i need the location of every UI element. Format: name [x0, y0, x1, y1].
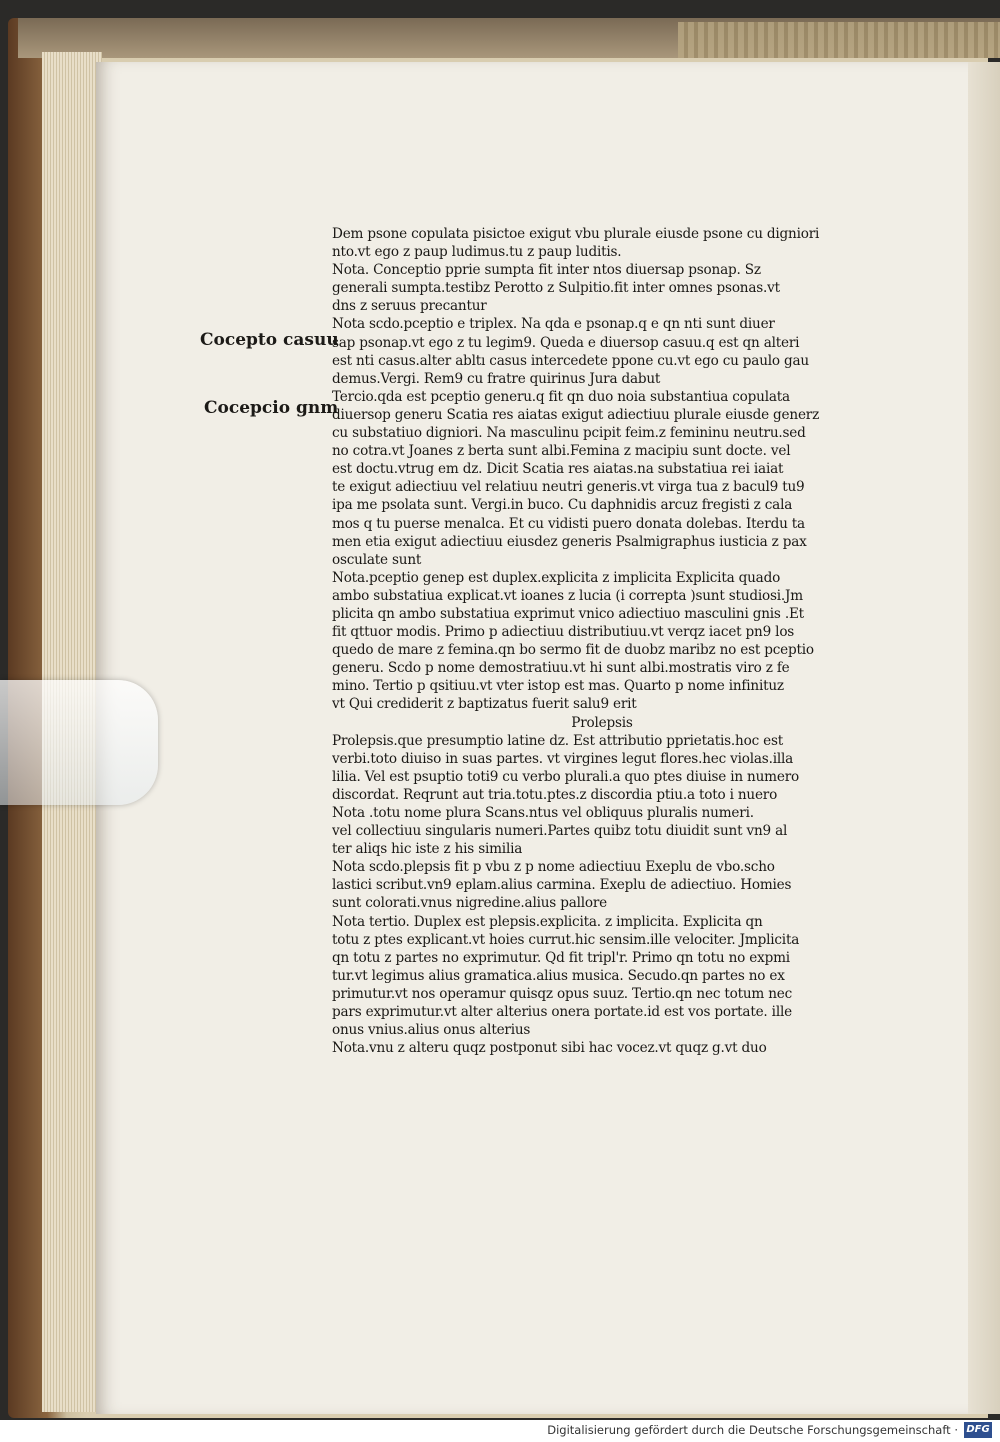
- worn-binding: [678, 22, 1000, 58]
- text-line: vel collectiuu singularis numeri.Partes quibz totu diuidit sunt vn9 al: [332, 823, 788, 840]
- text-line: men etia exigut adiectiuu eiusdez generis Psalmigraphus iusticia z pax: [332, 533, 807, 550]
- section-heading-prolepsis: Prolepsis: [571, 714, 633, 731]
- text-line: Nota scdo.plepsis fit p vbu z p nome adiectiuu Exeplu de vbo.scho: [332, 859, 775, 876]
- text-line: fit qttuor modis. Primo p adiectiuu distributiuu.vt verqz iacet pn9 los: [332, 624, 795, 641]
- text-line: nto.vt ego z paup ludimus.tu z paup luditis.: [332, 244, 622, 261]
- text-line: Nota .totu nome plura Scans.ntus vel obliquus pluralis numeri.: [332, 805, 754, 821]
- text-line: lilia. Vel est psuptio toti9 cu verbo plurali.a quo ptes diuise in numero: [332, 768, 799, 785]
- text-line: lastici scribut.vn9 eplam.alius carmina. Exeplu de adiectiuo. Homies: [332, 877, 792, 894]
- text-line: generali sumpta.testibz Perotto z Sulpitio.fit inter omnes psonas.vt: [332, 280, 780, 297]
- funding-credit: Digitalisierung gefördert durch die Deutsche Forschungsgemeinschaft ·: [547, 1423, 958, 1437]
- text-line: plicita qn ambo substatiua exprimut vnico adiectiuo masculini gnis .Et: [332, 605, 804, 622]
- text-line: Prolepsis.que presumptio latine dz. Est attributio pprietatis.hoc est: [332, 732, 783, 749]
- text-line: cu substatiuo digniori. Na masculinu pcipit feim.z femininu neutru.sed: [332, 425, 806, 442]
- text-line: vt Qui crediderit z baptizatus fuerit salu9 erit: [332, 696, 637, 713]
- text-line: ambo substatiua explicat.vt ioanes z lucia (i correpta )sunt studiosi.Jm: [332, 587, 803, 604]
- text-line: tur.vt legimus alius gramatica.alius musica. Secudo.qn partes no ex: [332, 967, 785, 984]
- text-line: sap psonap.vt ego z tu legim9. Queda e diuersop casuu.q est qn alteri: [332, 334, 800, 351]
- marginal-note-cocepcio-gnm: Cocepcio gnm: [204, 398, 339, 418]
- text-line: generu. Scdo p nome demostratiuu.vt hi sunt albi.mostratis viro z fe: [332, 660, 790, 677]
- text-line: ter aliqs hic iste z his similia: [332, 841, 523, 858]
- text-line: quedo de mare z femina.qn bo sermo fit de duobz maribz no est pceptio: [332, 642, 814, 659]
- text-line: discordat. Reqrunt aut tria.totu.ptes.z discordia ptiu.a toto i nuero: [332, 786, 778, 803]
- text-line: diuersop generu Scatia res aiatas exigut adiectiuu plurale eiusde generz: [332, 406, 820, 423]
- text-line: qn totu z partes no exprimutur. Qd fit tripl'r. Primo qn totu no expmi: [332, 949, 790, 966]
- text-line: demus.Vergi. Rem9 cu fratre quirinus Jura dabut: [332, 370, 661, 387]
- text-line: verbi.toto diuiso in suas partes. vt virgines legut flores.hec violas.illa: [332, 750, 794, 767]
- text-line: Nota. Conceptio pprie sumpta fit inter ntos diuersap psonap. Sz: [332, 262, 761, 279]
- text-line: Nota scdo.pceptio e triplex. Na qda e psonap.q e qn nti sunt diuer: [332, 316, 775, 333]
- text-line: Nota tertio. Duplex est plepsis.explicita. z implicita. Explicita qn: [332, 913, 763, 930]
- text-line: est nti casus.alter abltı casus intercedete ppone cu.vt ego cu paulo gau: [332, 352, 809, 369]
- text-line: pars exprimutur.vt alter alterius onera portate.id est vos portate. ille: [332, 1004, 792, 1021]
- text-line: onus vnius.alius onus alterius: [332, 1022, 531, 1039]
- book-top-cover: [18, 18, 1000, 58]
- text-line: dns z seruus precantur: [332, 298, 487, 315]
- main-text-block: [332, 225, 912, 1057]
- text-line: totu z ptes explicant.vt hoies currut.hic sensim.ille velociter. Jmplicita: [332, 931, 800, 948]
- text-line: sunt colorati.vnus nigredine.alius pallore: [332, 895, 608, 912]
- text-line: Tercio.qda est pceptio generu.q fit qn duo noia substantiua copulata: [332, 388, 790, 405]
- text-line: Dem psone copulata pisictoe exigut vbu plurale eiusde psone cu digniori: [332, 226, 820, 242]
- text-line: est doctu.vtrug em dz. Dicit Scatia res aiatas.na substatiua rei iaiat: [332, 461, 784, 478]
- text-line: Nota.vnu z alteru quqz postponut sibi hac vocez.vt quqz g.vt duo: [332, 1040, 767, 1057]
- page-holder-strip: [0, 680, 158, 805]
- text-line: ipa me psolata sunt. Vergi.in buco. Cu daphnidis arcuz fregisti z cala: [332, 497, 793, 514]
- text-line: mos q tu puerse menalca. Et cu vidisti puero donata dolebas. Iterdu ta: [332, 515, 805, 532]
- text-line: primutur.vt nos operamur quisqz opus suuz. Tertio.qn nec totum nec: [332, 985, 793, 1002]
- footer-bar: [0, 1420, 1000, 1442]
- dfg-logo: DFG: [964, 1422, 992, 1438]
- marginal-note-cocepto-casuu: Cocepto casuu: [200, 330, 339, 350]
- text-line: Nota.pceptio genep est duplex.explicita z implicita Explicita quado: [332, 569, 781, 586]
- text-line: te exigut adiectiuu vel relatiuu neutri generis.vt virga tua z bacul9 tu9: [332, 479, 805, 496]
- text-line: mino. Tertio p qsitiuu.vt vter istop est mas. Quarto p nome infinituz: [332, 678, 784, 695]
- text-line: osculate sunt: [332, 551, 422, 568]
- text-line: no cotra.vt Joanes z berta sunt albi.Femina z macipiu sunt docte. vel: [332, 443, 791, 460]
- page-right-edge: [968, 62, 1000, 1414]
